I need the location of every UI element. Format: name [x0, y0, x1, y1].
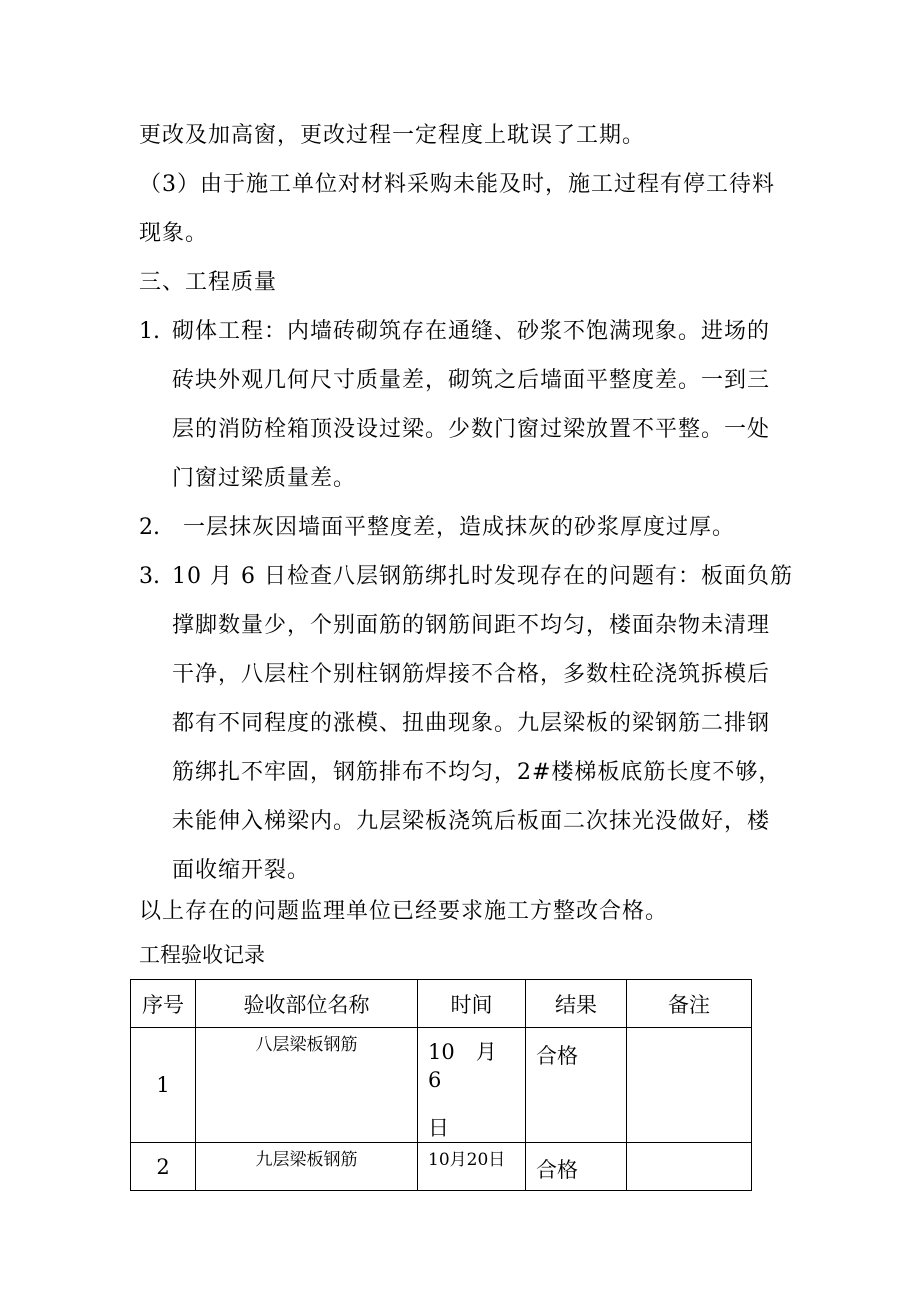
conclusion: 以上存在的问题监理单位已经要求施工方整改合格。 [139, 899, 669, 924]
paragraph-continued: 更改及加高窗，更改过程一定程度上耽误了工期。 [139, 123, 646, 148]
cell-note [627, 1028, 752, 1143]
cell-time-line-1: 10 月 6 [428, 1040, 518, 1092]
table-header-row [131, 980, 752, 1028]
table-row [131, 1143, 752, 1191]
table-row [131, 1028, 752, 1143]
item-1-line: 门窗过梁质量差。 [172, 466, 357, 491]
item-3-line: 撑脚数量少，个别面筋的钢筋间距不均匀，楼面杂物未清理 [172, 613, 771, 638]
item-2-line: 一层抹灰因墙面平整度差，造成抹灰的砂浆厚度过厚。 [183, 515, 736, 540]
item-1-line: 层的消防栓箱顶没设过梁。少数门窗过梁放置不平整。一处 [172, 417, 771, 442]
paragraph-3-line-1: （3）由于施工单位对材料采购未能及时，施工过程有停工待料 [139, 172, 775, 197]
item-3-line: 干净，八层柱个别柱钢筋焊接不合格，多数柱砼浇筑拆模后 [172, 662, 771, 687]
item-3-line: 未能伸入梯梁内。九层梁板浇筑后板面二次抹光没做好，楼 [172, 809, 771, 834]
cell-seq: 1 [131, 1028, 196, 1143]
item-3-number: 3. [139, 564, 160, 589]
header-note: 备注 [627, 980, 752, 1028]
item-1-number: 1. [139, 319, 160, 344]
cell-seq: 2 [131, 1143, 196, 1191]
item-3-line: 面收缩开裂。 [172, 858, 311, 883]
cell-part: 八层梁板钢筋 [196, 1028, 418, 1143]
item-3-line: 10 月 6 日检查八层钢筋绑扎时发现存在的问题有：板面负筋 [172, 564, 793, 589]
cell-note [627, 1143, 752, 1191]
header-part: 验收部位名称 [196, 980, 418, 1028]
cell-part: 九层梁板钢筋 [196, 1143, 418, 1191]
item-1-line: 砖块外观几何尺寸质量差，砌筑之后墙面平整度差。一到三 [172, 368, 771, 393]
table-caption: 工程验收记录 [139, 943, 265, 967]
paragraph-3-line-2: 现象。 [139, 221, 209, 246]
acceptance-table [130, 979, 752, 1191]
section-title: 三、工程质量 [139, 270, 278, 295]
item-1-line: 砌体工程：内墙砖砌筑存在通缝、砂浆不饱满现象。进场的 [172, 319, 771, 344]
cell-time-line-2: 日 [428, 1116, 449, 1140]
cell-time [418, 1028, 526, 1143]
header-result: 结果 [526, 980, 627, 1028]
item-3-line: 筋绑扎不牢固，钢筋排布不均匀，2#楼梯板底筋长度不够， [172, 760, 782, 785]
item-2-number: 2. [139, 515, 160, 540]
cell-time: 10月20日 [418, 1143, 526, 1191]
header-time: 时间 [418, 980, 526, 1028]
cell-result: 合格 [526, 1028, 627, 1143]
header-seq: 序号 [131, 980, 196, 1028]
cell-result: 合格 [526, 1143, 627, 1191]
item-3-line: 都有不同程度的涨模、扭曲现象。九层梁板的梁钢筋二排钢 [172, 711, 771, 736]
